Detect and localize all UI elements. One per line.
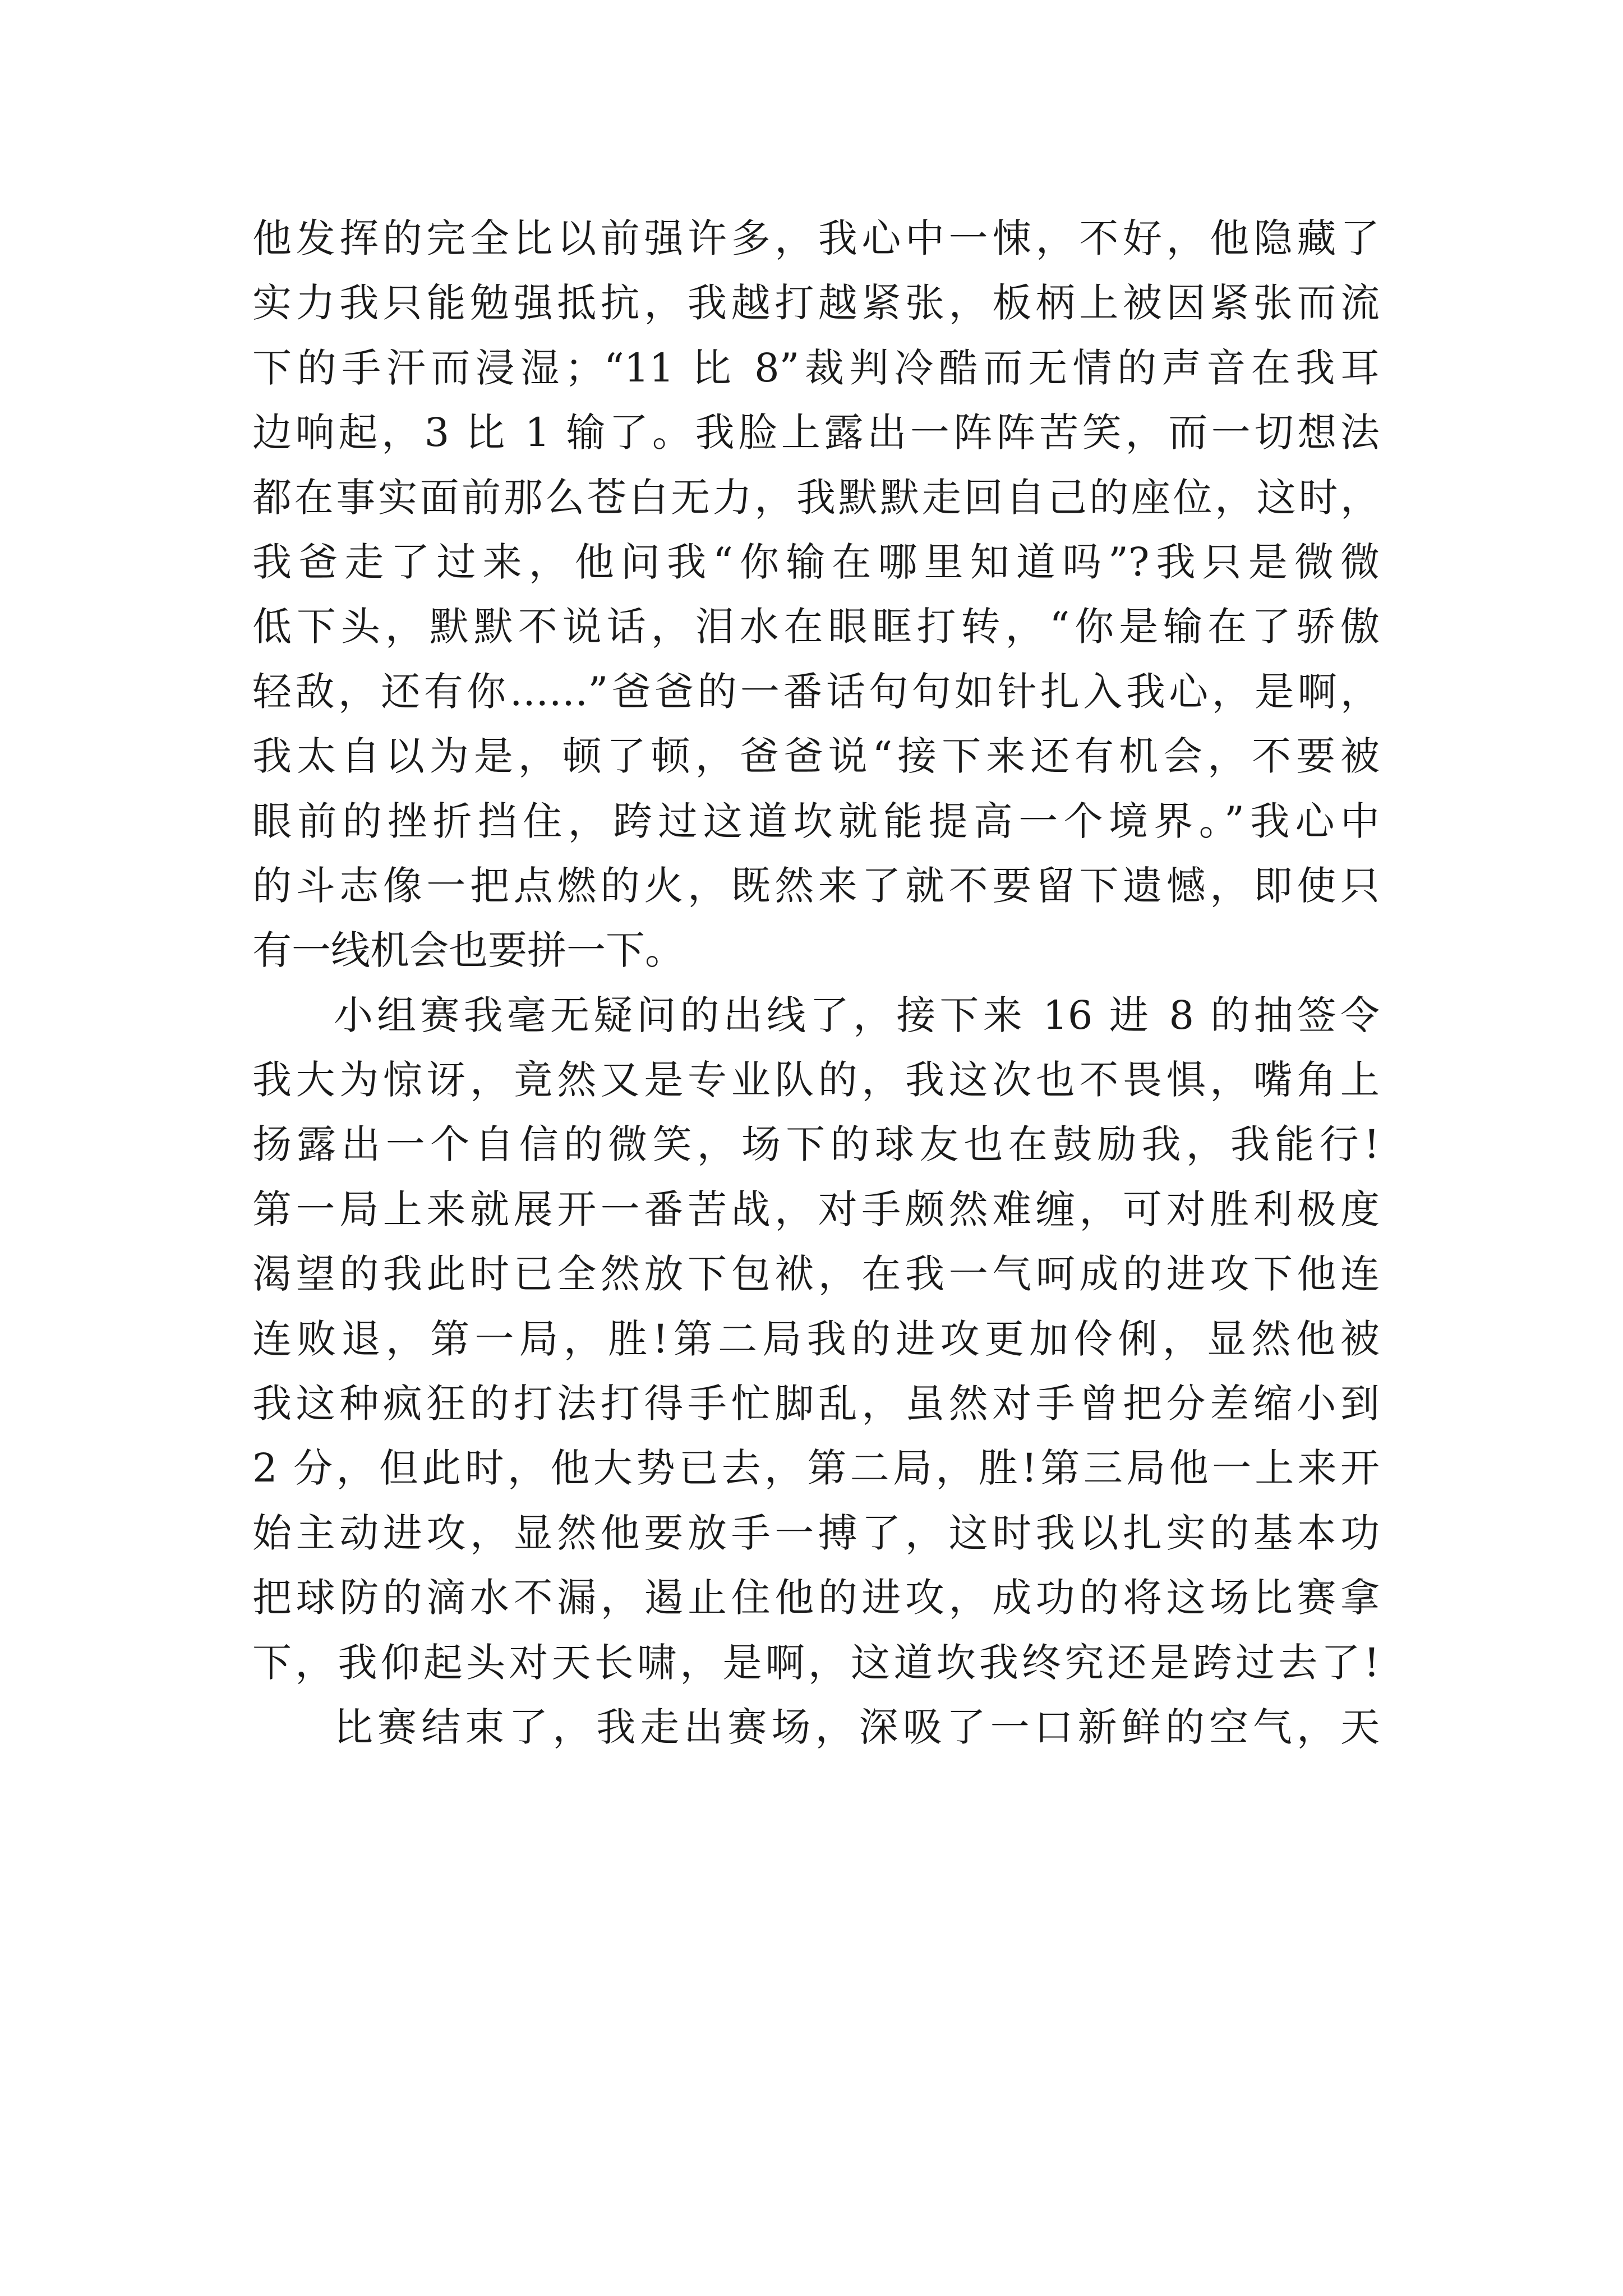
text-line: 连败退，第一局，胜!第二局我的进攻更加伶俐，显然他被 xyxy=(252,1315,1380,1362)
text-line: 眼前的挫折挡住，跨过这道坎就能提高一个境界。”我心中 xyxy=(252,798,1380,844)
text-line: 边响起，3 比 1 输了。我脸上露出一阵阵苦笑，而一切想法 xyxy=(252,409,1380,456)
text-line: 我太自以为是，顿了顿，爸爸说“接下来还有机会，不要被 xyxy=(252,733,1380,780)
text-line: 轻敌，还有你……”爸爸的一番话句句如针扎入我心，是啊， xyxy=(252,668,1380,715)
text-line: 2 分，但此时，他大势已去，第二局，胜!第三局他一上来开 xyxy=(252,1445,1380,1492)
text-line: 比赛结束了，我走出赛场，深吸了一口新鲜的空气，天 xyxy=(334,1704,1380,1750)
text-line: 扬露出一个自信的微笑，场下的球友也在鼓励我，我能行! xyxy=(252,1121,1380,1168)
text-line: 都在事实面前那么苍白无力，我默默走回自己的座位，这时， xyxy=(252,474,1380,521)
text-line: 小组赛我毫无疑问的出线了，接下来 16 进 8 的抽签令 xyxy=(334,992,1380,1038)
text-line: 我这种疯狂的打法打得手忙脚乱，虽然对手曾把分差缩小到 xyxy=(252,1381,1380,1427)
text-line: 第一局上来就展开一番苦战，对手颇然难缠，可对胜利极度 xyxy=(252,1186,1380,1232)
text-line: 实力我只能勉强抵抗，我越打越紧张，板柄上被因紧张而流 xyxy=(252,280,1380,326)
text-line: 我爸走了过来，他问我“你输在哪里知道吗”?我只是微微 xyxy=(252,539,1380,585)
text-line: 下的手汗而浸湿；“11 比 8”裁判冷酷而无情的声音在我耳 xyxy=(252,344,1380,391)
text-line: 渴望的我此时已全然放下包袱，在我一气呵成的进攻下他连 xyxy=(252,1251,1380,1297)
body-text xyxy=(252,206,1380,1760)
text-line: 始主动进攻，显然他要放手一搏了，这时我以扎实的基本功 xyxy=(252,1510,1380,1556)
text-line: 低下头，默默不说话，泪水在眼眶打转，“你是输在了骄傲 xyxy=(252,604,1380,650)
text-line: 他发挥的完全比以前强许多，我心中一悚，不好，他隐藏了 xyxy=(252,215,1380,261)
text-line: 我大为惊讶，竟然又是专业队的，我这次也不畏惧，嘴角上 xyxy=(252,1057,1380,1103)
text-line: 的斗志像一把点燃的火，既然来了就不要留下遗憾，即使只 xyxy=(252,862,1380,909)
text-line: 下，我仰起头对天长啸，是啊，这道坎我终究还是跨过去了! xyxy=(252,1639,1380,1686)
text-line: 把球防的滴水不漏，遏止住他的进攻，成功的将这场比赛拿 xyxy=(252,1575,1380,1621)
text-line: 有一线机会也要拼一下。 xyxy=(252,927,684,974)
